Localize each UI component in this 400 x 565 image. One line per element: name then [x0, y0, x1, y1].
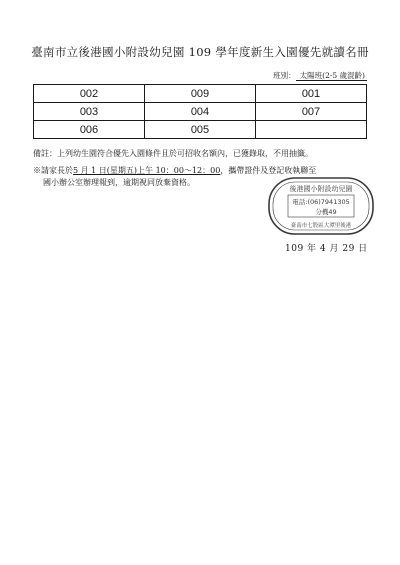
table-cell: 001: [256, 85, 367, 103]
table-row: [34, 121, 367, 139]
table-cell: 003: [34, 103, 145, 121]
document-date: 109 年 4 月 29 日: [285, 244, 368, 254]
table-cell: 009: [145, 85, 256, 103]
table-cell: 004: [145, 103, 256, 121]
school-seal-stamp: [266, 175, 376, 237]
table-row: [34, 85, 367, 103]
table-cell: 007: [256, 103, 367, 121]
registration-suffix: ，攜帶證件及登記收執聯至: [220, 166, 317, 175]
table-cell: 006: [34, 121, 145, 139]
stamp-extension: 分機49: [315, 208, 337, 216]
student-number-table: [33, 84, 367, 139]
registration-datetime: 5 月 1 日(星期五)上午 10：00～12：00: [73, 166, 221, 175]
class-line: [273, 70, 367, 81]
class-label: 班別：: [273, 71, 296, 80]
stamp-school-name: 後港國小附設幼兒園: [289, 185, 353, 193]
stamp-address: 臺南市七股區大潭里後港: [290, 223, 352, 229]
document-title: 臺南市立後港國小附設幼兒園 109 學年度新生入園優先就讀名冊: [31, 45, 369, 59]
stamp-phone: 電話:(06)7941305: [292, 198, 350, 206]
table-cell: [256, 121, 367, 139]
class-value: 太陽班(2-5 歲混齡): [296, 71, 367, 81]
table-cell: 002: [34, 85, 145, 103]
registration-prefix: ※請家長於: [33, 166, 73, 175]
table-row: [34, 103, 367, 121]
remark-note: 備註：上列幼生園符合優先入園條件且於可招收名額內，已獲錄取，不用抽籤。: [33, 149, 313, 158]
registration-line-2: 國小辦公室辦理報到，逾期視同放棄資格。: [43, 178, 195, 187]
table-cell: 005: [145, 121, 256, 139]
